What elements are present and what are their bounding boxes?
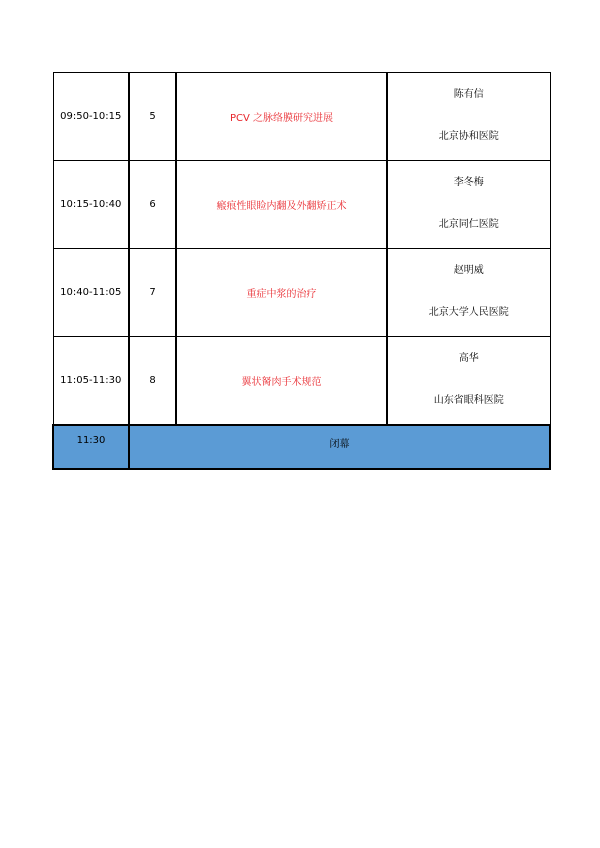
schedule-row [53, 249, 550, 337]
time-cell: 09:50-10:15 [53, 73, 129, 161]
topic-cell: 重症中浆的治疗 [176, 249, 387, 337]
closing-label-cell [129, 425, 550, 469]
speaker-cell [387, 161, 550, 249]
speaker-name: 赵明威 [453, 265, 484, 276]
number-cell: 8 [129, 337, 176, 426]
time-cell: 11:05-11:30 [53, 337, 129, 426]
topic-cell: 翼状胬肉手术规范 [176, 337, 387, 426]
speaker-affiliation: 北京同仁医院 [438, 219, 499, 230]
time-cell: 10:40-11:05 [53, 249, 129, 337]
number-cell: 7 [129, 249, 176, 337]
closing-time-cell [53, 425, 129, 469]
speaker-affiliation: 山东省眼科医院 [433, 395, 504, 406]
speaker-cell [387, 337, 550, 426]
number-cell: 5 [129, 73, 176, 161]
topic-cell: PCV 之脉络膜研究进展 [176, 73, 387, 161]
speaker-name: 陈有信 [453, 89, 484, 100]
speaker-affiliation: 北京大学人民医院 [428, 307, 509, 318]
closing-label: 闭幕 [329, 439, 350, 450]
schedule-row [53, 161, 550, 249]
number-cell: 6 [129, 161, 176, 249]
closing-time: 11:30 [76, 435, 106, 446]
speaker-name: 李冬梅 [453, 177, 484, 188]
speaker-cell [387, 249, 550, 337]
speaker-affiliation: 北京协和医院 [438, 131, 499, 142]
schedule-row [53, 337, 550, 426]
speaker-cell [387, 73, 550, 161]
closing-row [53, 425, 550, 469]
schedule-table [52, 72, 551, 470]
topic-cell: 瘢痕性眼睑内翻及外翻矫正术 [176, 161, 387, 249]
time-cell: 10:15-10:40 [53, 161, 129, 249]
schedule-row [53, 73, 550, 161]
speaker-name: 高华 [458, 353, 479, 364]
